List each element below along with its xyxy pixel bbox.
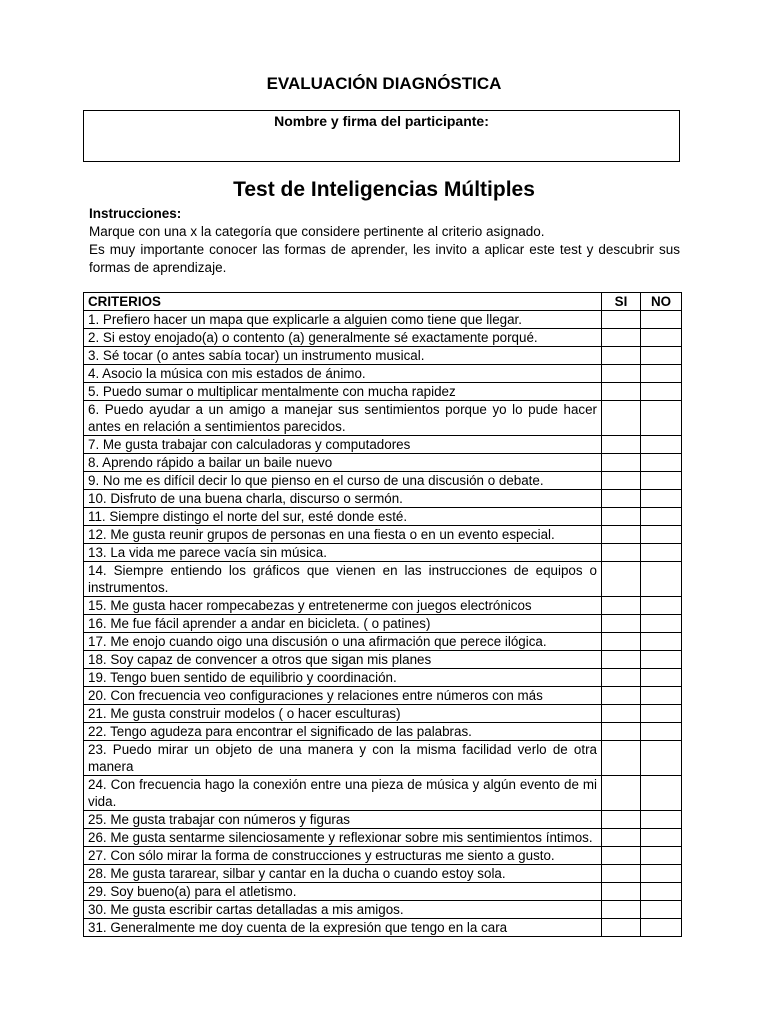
no-checkbox-cell[interactable]: [641, 597, 682, 615]
no-checkbox-cell[interactable]: [641, 311, 682, 329]
no-checkbox-cell[interactable]: [641, 687, 682, 705]
table-row: [84, 329, 682, 347]
criterion-text: 27. Con sólo mirar la forma de construcciones y estructuras me siento a gusto.: [84, 847, 602, 865]
criterion-text: 3. Sé tocar (o antes sabía tocar) un instrumento musical.: [84, 347, 602, 365]
si-checkbox-cell[interactable]: [602, 669, 641, 687]
criterion-text: 22. Tengo agudeza para encontrar el significado de las palabras.: [84, 723, 602, 741]
criterion-text: 11. Siempre distingo el norte del sur, esté donde esté.: [84, 508, 602, 526]
table-row: [84, 741, 682, 776]
table-row: [84, 597, 682, 615]
criterion-text: 24. Con frecuencia hago la conexión entre una pieza de música y algún evento de mi vida.: [84, 776, 602, 811]
criterion-text: 16. Me fue fácil aprender a andar en bicicleta. ( o patines): [84, 615, 602, 633]
criterion-text: 13. La vida me parece vacía sin música.: [84, 544, 602, 562]
criterion-text: 21. Me gusta construir modelos ( o hacer esculturas): [84, 705, 602, 723]
criterion-text: 7. Me gusta trabajar con calculadoras y computadores: [84, 436, 602, 454]
no-checkbox-cell[interactable]: [641, 723, 682, 741]
table-row: [84, 865, 682, 883]
table-row: [84, 401, 682, 436]
si-checkbox-cell[interactable]: [602, 829, 641, 847]
no-checkbox-cell[interactable]: [641, 615, 682, 633]
no-checkbox-cell[interactable]: [641, 776, 682, 811]
table-row: [84, 705, 682, 723]
no-checkbox-cell[interactable]: [641, 741, 682, 776]
si-checkbox-cell[interactable]: [602, 847, 641, 865]
criterion-text: 17. Me enojo cuando oigo una discusión o una afirmación que perece ilógica.: [84, 633, 602, 651]
no-checkbox-cell[interactable]: [641, 865, 682, 883]
header-no: NO: [641, 293, 682, 311]
criterion-text: 26. Me gusta sentarme silenciosamente y reflexionar sobre mis sentimientos íntimos.: [84, 829, 602, 847]
criterion-text: 9. No me es difícil decir lo que pienso en el curso de una discusión o debate.: [84, 472, 602, 490]
no-checkbox-cell[interactable]: [641, 365, 682, 383]
header-si: SI: [602, 293, 641, 311]
table-row: [84, 811, 682, 829]
si-checkbox-cell[interactable]: [602, 776, 641, 811]
no-checkbox-cell[interactable]: [641, 705, 682, 723]
table-row: [84, 901, 682, 919]
criterion-text: 28. Me gusta tararear, silbar y cantar en la ducha o cuando estoy sola.: [84, 865, 602, 883]
document-title: EVALUACIÓN DIAGNÓSTICA: [266, 74, 502, 93]
criteria-table: [83, 292, 682, 937]
no-checkbox-cell[interactable]: [641, 901, 682, 919]
no-checkbox-cell[interactable]: [641, 454, 682, 472]
no-checkbox-cell[interactable]: [641, 472, 682, 490]
table-row: [84, 633, 682, 651]
si-checkbox-cell[interactable]: [602, 329, 641, 347]
instructions-line-1: Marque con una x la categoría que considere pertinente al criterio asignado.: [89, 224, 545, 239]
criterion-text: 14. Siempre entiendo los gráficos que vienen en las instrucciones de equipos o instrumentos.: [84, 562, 602, 597]
no-checkbox-cell[interactable]: [641, 829, 682, 847]
si-checkbox-cell[interactable]: [602, 311, 641, 329]
participant-name-label: Nombre y firma del participante:: [274, 113, 489, 129]
no-checkbox-cell[interactable]: [641, 508, 682, 526]
si-checkbox-cell[interactable]: [602, 741, 641, 776]
criterion-text: 2. Si estoy enojado(a) o contento (a) generalmente sé exactamente porqué.: [84, 329, 602, 347]
si-checkbox-cell[interactable]: [602, 508, 641, 526]
no-checkbox-cell[interactable]: [641, 401, 682, 436]
no-checkbox-cell[interactable]: [641, 633, 682, 651]
no-checkbox-cell[interactable]: [641, 347, 682, 365]
table-row: [84, 669, 682, 687]
si-checkbox-cell[interactable]: [602, 633, 641, 651]
instructions-heading: Instrucciones:: [89, 206, 182, 221]
si-checkbox-cell[interactable]: [602, 472, 641, 490]
no-checkbox-cell[interactable]: [641, 544, 682, 562]
si-checkbox-cell[interactable]: [602, 562, 641, 597]
si-checkbox-cell[interactable]: [602, 811, 641, 829]
table-row: [84, 383, 682, 401]
criterion-text: 1. Prefiero hacer un mapa que explicarle a alguien como tiene que llegar.: [84, 311, 602, 329]
table-row: [84, 651, 682, 669]
instructions-block: [89, 205, 680, 277]
table-row: [84, 508, 682, 526]
criteria-header-row: [84, 293, 682, 311]
si-checkbox-cell[interactable]: [602, 705, 641, 723]
si-checkbox-cell[interactable]: [602, 615, 641, 633]
si-checkbox-cell[interactable]: [602, 401, 641, 436]
table-row: [84, 347, 682, 365]
si-checkbox-cell[interactable]: [602, 919, 641, 937]
criterion-text: 12. Me gusta reunir grupos de personas en una fiesta o en un evento especial.: [84, 526, 602, 544]
table-row: [84, 454, 682, 472]
si-checkbox-cell[interactable]: [602, 490, 641, 508]
no-checkbox-cell[interactable]: [641, 847, 682, 865]
criterion-text: 6. Puedo ayudar a un amigo a manejar sus sentimientos porque yo lo pude hacer antes en relación a sentimientos parecidos.: [84, 401, 602, 436]
si-checkbox-cell[interactable]: [602, 597, 641, 615]
instructions-line-2: Es muy importante conocer las formas de aprender, les invito a aplicar este test y descubrir sus formas de aprendizaje.: [89, 242, 680, 275]
table-row: [84, 490, 682, 508]
no-checkbox-cell[interactable]: [641, 651, 682, 669]
header-criterios: CRITERIOS: [84, 293, 602, 311]
si-checkbox-cell[interactable]: [602, 544, 641, 562]
criterion-text: 10. Disfruto de una buena charla, discurso o sermón.: [84, 490, 602, 508]
table-row: [84, 562, 682, 597]
criterion-text: 25. Me gusta trabajar con números y figuras: [84, 811, 602, 829]
no-checkbox-cell[interactable]: [641, 526, 682, 544]
criterion-text: 19. Tengo buen sentido de equilibrio y coordinación.: [84, 669, 602, 687]
criterion-text: 18. Soy capaz de convencer a otros que sigan mis planes: [84, 651, 602, 669]
no-checkbox-cell[interactable]: [641, 919, 682, 937]
table-row: [84, 776, 682, 811]
table-row: [84, 919, 682, 937]
si-checkbox-cell[interactable]: [602, 436, 641, 454]
table-row: [84, 544, 682, 562]
table-row: [84, 365, 682, 383]
si-checkbox-cell[interactable]: [602, 883, 641, 901]
table-row: [84, 311, 682, 329]
criterion-text: 8. Aprendo rápido a bailar un baile nuevo: [84, 454, 602, 472]
si-checkbox-cell[interactable]: [602, 687, 641, 705]
criterion-text: 20. Con frecuencia veo configuraciones y relaciones entre números con más: [84, 687, 602, 705]
table-row: [84, 526, 682, 544]
si-checkbox-cell[interactable]: [602, 347, 641, 365]
no-checkbox-cell[interactable]: [641, 490, 682, 508]
si-checkbox-cell[interactable]: [602, 365, 641, 383]
criteria-table-body: [84, 311, 682, 937]
table-row: [84, 883, 682, 901]
no-checkbox-cell[interactable]: [641, 811, 682, 829]
criterion-text: 15. Me gusta hacer rompecabezas y entretenerme con juegos electrónicos: [84, 597, 602, 615]
si-checkbox-cell[interactable]: [602, 526, 641, 544]
si-checkbox-cell[interactable]: [602, 723, 641, 741]
criterion-text: 23. Puedo mirar un objeto de una manera y con la misma facilidad verlo de otra manera: [84, 741, 602, 776]
no-checkbox-cell[interactable]: [641, 669, 682, 687]
criterion-text: 4. Asocio la música con mis estados de ánimo.: [84, 365, 602, 383]
no-checkbox-cell[interactable]: [641, 383, 682, 401]
no-checkbox-cell[interactable]: [641, 562, 682, 597]
table-row: [84, 615, 682, 633]
si-checkbox-cell[interactable]: [602, 454, 641, 472]
si-checkbox-cell[interactable]: [602, 901, 641, 919]
no-checkbox-cell[interactable]: [641, 329, 682, 347]
table-row: [84, 687, 682, 705]
table-row: [84, 472, 682, 490]
table-row: [84, 723, 682, 741]
no-checkbox-cell[interactable]: [641, 883, 682, 901]
criterion-text: 30. Me gusta escribir cartas detalladas a mis amigos.: [84, 901, 602, 919]
si-checkbox-cell[interactable]: [602, 651, 641, 669]
participant-name-box[interactable]: [83, 110, 680, 162]
test-title: Test de Inteligencias Múltiples: [233, 178, 535, 201]
no-checkbox-cell[interactable]: [641, 436, 682, 454]
si-checkbox-cell[interactable]: [602, 865, 641, 883]
si-checkbox-cell[interactable]: [602, 383, 641, 401]
table-row: [84, 829, 682, 847]
criterion-text: 31. Generalmente me doy cuenta de la expresión que tengo en la cara: [84, 919, 602, 937]
criterion-text: 5. Puedo sumar o multiplicar mentalmente con mucha rapidez: [84, 383, 602, 401]
table-row: [84, 436, 682, 454]
table-row: [84, 847, 682, 865]
criterion-text: 29. Soy bueno(a) para el atletismo.: [84, 883, 602, 901]
